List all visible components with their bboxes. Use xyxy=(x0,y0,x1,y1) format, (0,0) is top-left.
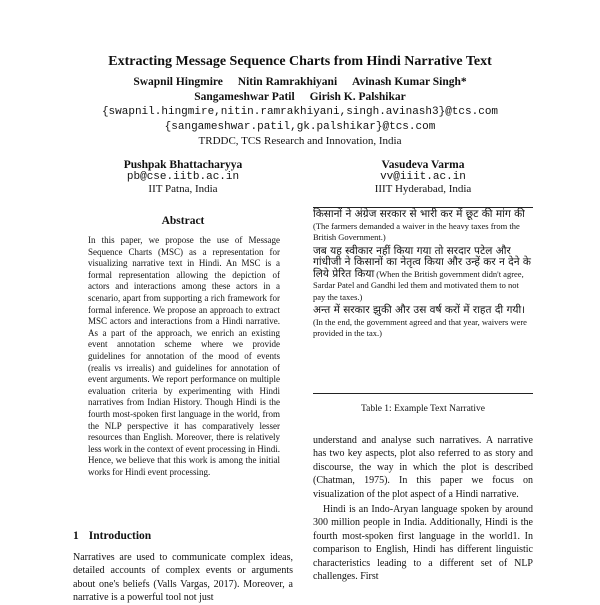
english-translation: (In the end, the government agreed and that year, waivers were provided in the tax.) xyxy=(313,316,527,338)
author-line-1 xyxy=(0,76,600,88)
paper-title: Extracting Message Sequence Charts from Hindi Narrative Text xyxy=(108,54,492,69)
author-affiliation: TRDDC, TCS Research and Innovation, India xyxy=(198,135,402,147)
author-name: Nitin Ramrakhiyani xyxy=(237,76,338,88)
hindi-sentence: जब यह स्वीकार नहीं किया गया तो सरदार पटेल और गांधीजी ने किसानों का नेतृत्व किया और उन्हें कर न देने के लिये प्रेरित किया xyxy=(313,244,531,280)
coauthor-email: vv@iiit.ac.in xyxy=(380,171,466,183)
english-translation: (The farmers demanded a waiver in the heavy taxes from the British Government.) xyxy=(313,220,520,242)
section-heading-introduction xyxy=(73,530,151,542)
coauthor-email: pb@cse.iitb.ac.in xyxy=(126,171,240,183)
coauthor-affiliation: IIIT Hyderabad, India xyxy=(374,183,472,195)
coauthor-right-block xyxy=(313,159,533,195)
table-row xyxy=(313,246,533,304)
table-caption: Table 1: Example Text Narrative xyxy=(360,404,486,414)
table-row xyxy=(313,305,533,340)
section-number: 1 xyxy=(73,530,79,542)
abstract-body: In this paper, we propose the use of Message Sequence Charts (MSC) as a representation for visualizing narrative text in Hindi. An MSC is a formal representation allowing the depiction of actors and interactions among these actors in a scenario, apart from supporting a rich framework for formal inference. We propose an approach to extract MSC actors and interactions from a Hindi narrative. As a part of the approach, we enrich an existing event annotation scheme where we provide guidelines for annotation of the mood of events (realis vs irrealis) and guidelines for annotation of event arguments. We report performance on multiple evaluation criteria by experimenting with Hindi narratives from Indian History. Though Hindi is the fourth most-spoken first language in the world, from the NLP perspective it has comparatively lesser resources than English. Moreover, there is relatively less work in the context of event processing in Hindi. Hence, we believe that this work is among the initial works for Hindi event processing. xyxy=(88,235,280,477)
paragraph: understand and analyse such narratives. A narrative has two key aspects, plot also referred to as story and discourse, the way in which the plot is described (Chatman, 1975). In this paper we focus on visualization of the plot aspect of a Hindi narrative. xyxy=(313,435,533,500)
author-emails-2: {sangameshwar.patil,gk.palshikar}@tcs.com xyxy=(164,121,436,133)
author-name: Sangameshwar Patil xyxy=(194,91,295,103)
coauthor-left-block xyxy=(73,159,293,195)
coauthor-affiliation: IIT Patna, India xyxy=(148,183,218,195)
coauthor-name: Pushpak Bhattacharyya xyxy=(123,159,243,171)
author-name: Avinash Kumar Singh* xyxy=(352,76,467,88)
table-bottom-rule xyxy=(313,393,533,394)
author-name: Swapnil Hingmire xyxy=(133,76,223,88)
table-row xyxy=(313,209,533,244)
introduction-body: Narratives are used to communicate complex ideas, detailed accounts of complex events or arguments about one's beliefs (Valls Vargas, 2017). Moreover, a narrative is a powerful tool not just xyxy=(73,552,293,604)
hindi-sentence: किसानों ने अंग्रेज सरकार से भारी कर में छूट की मांग की xyxy=(313,208,525,220)
abstract-heading: Abstract xyxy=(161,215,205,227)
author-emails-1: {swapnil.hingmire,nitin.ramrakhiyani,singh.avinash3}@tcs.com xyxy=(101,106,499,118)
right-column-body xyxy=(313,434,533,583)
author-line-2 xyxy=(0,91,600,103)
table-example-narrative xyxy=(313,205,533,342)
hindi-sentence: अन्त में सरकार झुकी और उस वर्ष करों में राहत दी गयी। xyxy=(313,304,526,316)
english-translation: (When the British government didn't agree, Sardar Patel and Gandhi led them and motivated them to not pay the taxes.) xyxy=(313,268,524,302)
author-name: Girish K. Palshikar xyxy=(309,91,406,103)
section-title: Introduction xyxy=(88,530,152,542)
coauthor-name: Vasudeva Varma xyxy=(381,159,465,171)
paragraph: Hindi is an Indo-Aryan language spoken by around 300 million people in India. Additionally, Hindi is the fourth most-spoken first language in the world1. In comparison to English, Hindi has different linguistic characteristics leading to a different set of NLP challenges. First xyxy=(313,504,533,583)
